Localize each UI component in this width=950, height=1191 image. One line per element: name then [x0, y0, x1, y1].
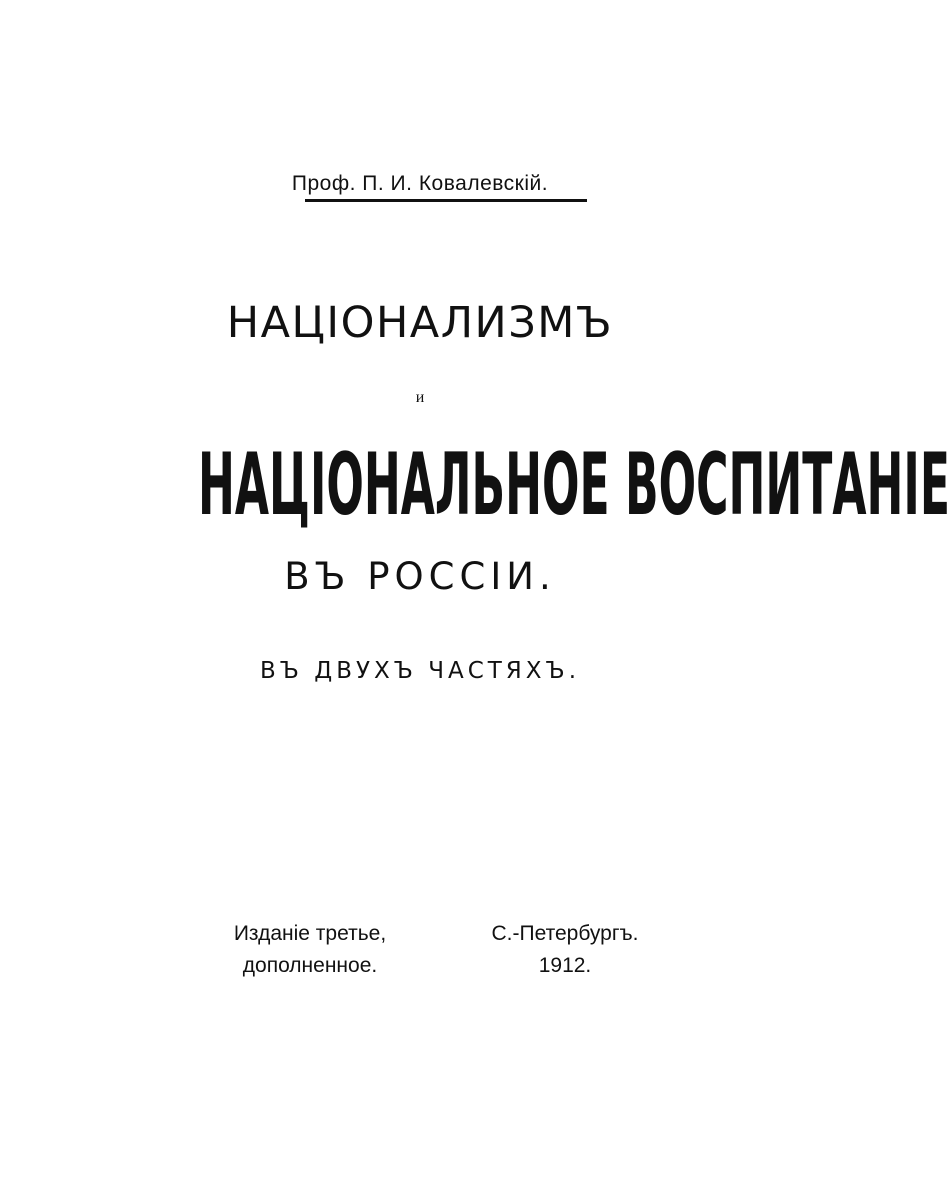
author-name: Проф. П. И. Ковалевскій.: [291, 172, 549, 195]
publication-place-year: [470, 918, 660, 982]
book-parts-note: ВЪ ДВУХЪ ЧАСТЯХЪ.: [259, 658, 581, 684]
author-underline: [305, 199, 587, 202]
edition-line-1: Изданіе третье,: [233, 922, 387, 945]
edition-note: [215, 918, 405, 982]
publication-city: С.-Петербургъ.: [491, 922, 639, 945]
publication-year: 1912.: [538, 954, 592, 977]
book-title-main: НАЦІОНАЛИЗМЪ: [226, 298, 614, 348]
book-title-second: НАЦІОНАЛЬНОЕ ВОСПИТАНІЕ: [198, 435, 950, 535]
edition-line-2: дополненное.: [242, 954, 378, 977]
title-conjunction: и: [415, 389, 425, 406]
book-title-third: ВЪ РОССІИ.: [284, 555, 556, 598]
